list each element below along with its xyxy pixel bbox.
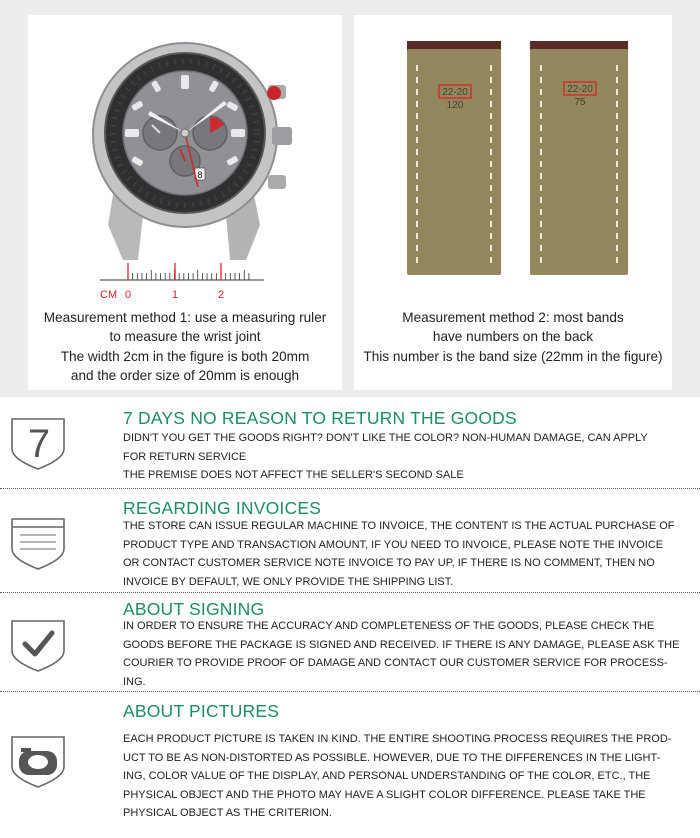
caption-line: This number is the band size (22mm in the figure) (363, 348, 663, 364)
text-line: GOODS BEFORE THE PACKAGE IS SIGNED AND RECEIVED. IF THERE IS ANY DAMAGE, PLEASE ASK THE (123, 638, 680, 651)
text-line: PHYSICAL OBJECT AND THE PHOTO MAY HAVE A SLIGHT COLOR DIFFERENCE. PLEASE TAKE THE (123, 788, 646, 801)
strap-left-size-text: 22-20 (442, 87, 468, 98)
text-line: ING. (123, 675, 146, 688)
measuring-ruler (100, 263, 264, 301)
section-divider (0, 592, 700, 593)
text-line: PRODUCT TYPE AND TRANSACTION AMOUNT, IF YOU NEED TO INVOICE, PLEASE NOTE THE INVOICE (123, 538, 664, 551)
text-line: ING, COLOR VALUE OF THE DISPLAY, AND PERSONAL UNDERSTANDING OF THE COLOR, ETC., THE (123, 770, 651, 783)
caption-line: Measurement method 1: use a measuring ruler (43, 310, 327, 325)
text-line: OR CONTACT CUSTOMER SERVICE NOTE INVOICE TO PAY UP, IF THERE IS NO COMMENT, THEN NO (123, 557, 655, 570)
text-line: PHYSICAL OBJECT AS THE CRITERION. (123, 807, 332, 820)
caption-line: Measurement method 2: most bands (402, 310, 624, 325)
caption-line: The width 2cm in the figure is both 20mm (60, 348, 310, 364)
text-line: DIDN'T YOU GET THE GOODS RIGHT? DON'T LIKE THE COLOR? NON-HUMAN DAMAGE, CAN APPLY (123, 432, 648, 444)
pictures-title: ABOUT PICTURES (123, 701, 280, 721)
invoice-text (123, 517, 683, 591)
strap-back-illustration (354, 15, 672, 305)
watch-ruler-illustration (28, 15, 342, 305)
section-divider (0, 488, 700, 489)
strap-left (407, 41, 501, 275)
text-line: IN ORDER TO ENSURE THE ACCURACY AND COMPLETENESS OF THE GOODS, PLEASE CHECK THE (123, 620, 655, 632)
ruler-tick-label-2: 2 (217, 289, 225, 301)
watch-date-text: 8 (197, 170, 203, 180)
watch-red-valve (267, 86, 281, 100)
text-line: EACH PRODUCT PICTURE IS TAKEN IN KIND. THE ENTIRE SHOOTING PROCESS REQUIRES THE PROD- (123, 733, 672, 745)
text-line: UCT TO BE AS NON-DISTORTED AS POSSIBLE. HOWEVER, DUE TO THE DIFFERENCES IN THE LIGHT- (123, 751, 661, 764)
text-line: INVOICE BY DEFAULT, WE ONLY PROVIDE THE SHIPPING LIST. (123, 575, 454, 588)
caption-line: and the order size of 20mm is enough (70, 367, 300, 383)
measurement-method-1-caption (28, 308, 342, 385)
measurement-method-2-panel (354, 15, 672, 390)
signing-text (123, 617, 683, 691)
pictures-text (123, 730, 683, 823)
checkmark-icon (8, 617, 68, 677)
measurement-method-2-caption (354, 308, 672, 366)
watch-crown (272, 127, 292, 145)
ruler-unit-label: CM (100, 289, 118, 301)
measurement-method-1-panel (28, 15, 342, 390)
return-policy-title: 7 DAYS NO REASON TO RETURN THE GOODS (123, 408, 517, 428)
ruler-tick-label-1: 1 (171, 289, 179, 301)
camera-icon (8, 733, 68, 793)
return-policy-text (123, 429, 683, 485)
watch-pusher-bottom (268, 175, 286, 189)
strap-right (530, 41, 628, 275)
text-line: THE PREMISE DOES NOT AFFECT THE SELLER'S SECOND SALE (123, 469, 464, 482)
strap-left-length-text: 120 (446, 100, 464, 111)
strap-right-length-text: 75 (574, 97, 586, 108)
text-line: THE STORE CAN ISSUE REGULAR MACHINE TO INVOICE, THE CONTENT IS THE ACTUAL PURCHASE OF (123, 520, 675, 532)
seven-icon-glyph: 7 (27, 422, 51, 466)
text-line: COURIER TO PROVIDE PROOF OF DAMAGE AND CONTACT OUR CUSTOMER SERVICE FOR PROCESS- (123, 657, 668, 670)
signing-title: ABOUT SIGNING (123, 599, 265, 619)
text-line: FOR RETURN SERVICE (123, 450, 247, 463)
strap-right-size-text: 22-20 (567, 84, 593, 95)
ruler-tick-label-0: 0 (124, 289, 132, 301)
number-seven-icon (8, 413, 68, 473)
invoice-title: REGARDING INVOICES (123, 498, 322, 518)
caption-line: to measure the wrist joint (109, 329, 261, 345)
invoice-lines-icon (8, 515, 68, 575)
section-divider (0, 691, 700, 692)
caption-line: have numbers on the back (432, 329, 594, 345)
policy-sections (0, 397, 700, 838)
